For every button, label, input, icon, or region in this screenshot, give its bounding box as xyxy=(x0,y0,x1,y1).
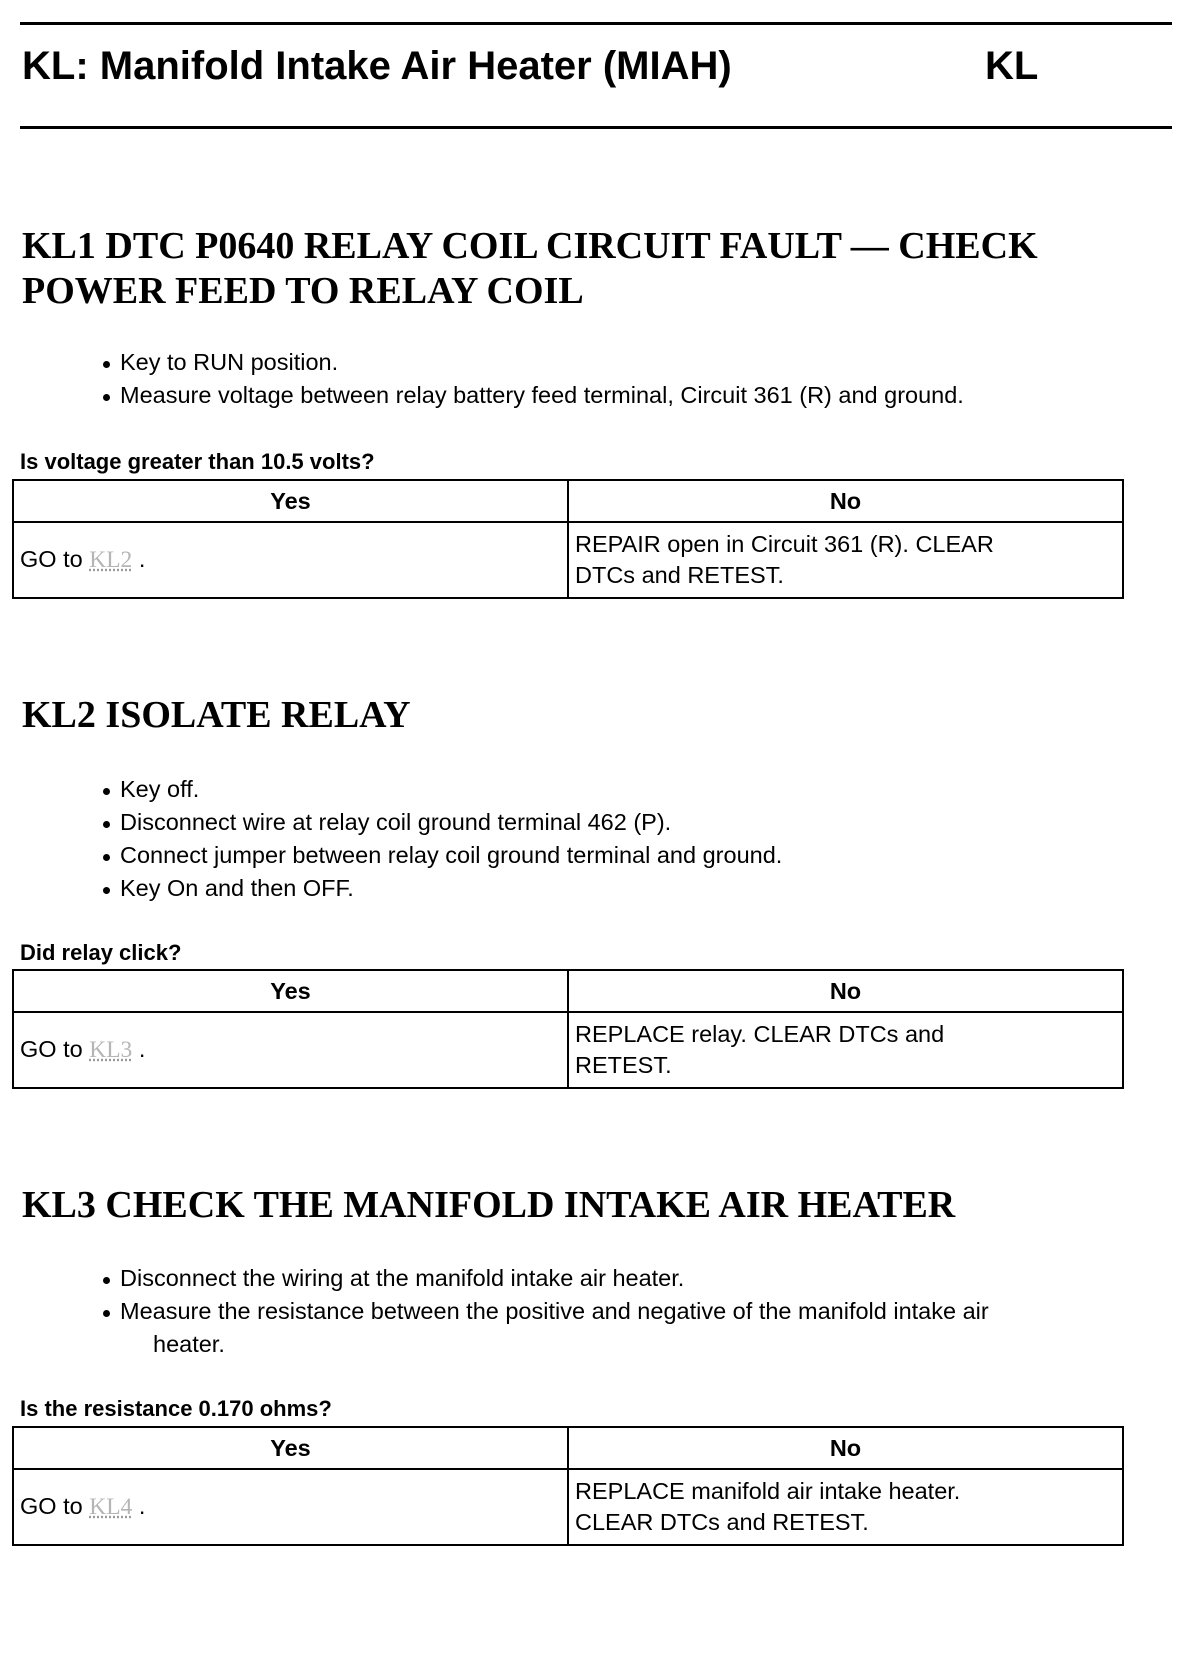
no-action-line2: CLEAR DTCs and RETEST. xyxy=(575,1509,869,1535)
no-action-line2: RETEST. xyxy=(575,1052,672,1078)
goto-suffix: . xyxy=(138,546,146,572)
yes-action xyxy=(13,1469,568,1545)
step-kl2-question: Did relay click? xyxy=(20,940,182,965)
yes-action xyxy=(13,522,568,598)
no-header: No xyxy=(568,1427,1123,1469)
step-kl1-result-table xyxy=(12,479,1124,599)
no-action-line2: DTCs and RETEST. xyxy=(575,562,784,588)
instruction-item: Measure voltage between relay battery feed terminal, Circuit 361 (R) and ground. xyxy=(100,379,1160,412)
no-action-line1: REPLACE manifold air intake heater. xyxy=(575,1478,961,1504)
step-kl3-instructions xyxy=(100,1262,1160,1361)
step-kl3-result-table xyxy=(12,1426,1124,1546)
goto-label: GO to xyxy=(20,1493,83,1519)
no-action xyxy=(568,522,1123,598)
yes-action xyxy=(13,1012,568,1088)
step-kl1-heading-line1: KL1 DTC P0640 RELAY COIL CIRCUIT FAULT — CHECK xyxy=(22,225,1038,267)
no-action xyxy=(568,1469,1123,1545)
top-rule xyxy=(20,22,1172,25)
instruction-continuation: heater. xyxy=(153,1331,225,1357)
step-kl3-heading-line1: KL3 CHECK THE MANIFOLD INTAKE AIR HEATER xyxy=(22,1184,956,1226)
instruction-line: Measure the resistance between the positive and negative of the manifold intake air xyxy=(120,1298,989,1324)
step-kl2-heading-line1: KL2 ISOLATE RELAY xyxy=(22,694,411,736)
instruction-item xyxy=(100,1295,1160,1361)
no-action xyxy=(568,1012,1123,1088)
yes-header: Yes xyxy=(13,1427,568,1469)
step-kl1-instructions xyxy=(100,346,1160,412)
instruction-item: Key On and then OFF. xyxy=(100,872,1160,905)
goto-suffix: . xyxy=(138,1036,146,1062)
step-kl2-result-table xyxy=(12,969,1124,1089)
step-kl2-instructions xyxy=(100,773,1160,905)
step-kl1-question: Is voltage greater than 10.5 volts? xyxy=(20,449,375,474)
instruction-item: Key to RUN position. xyxy=(100,346,1160,379)
step-kl3-question: Is the resistance 0.170 ohms? xyxy=(20,1396,332,1421)
step-kl1-heading-line2: POWER FEED TO RELAY COIL xyxy=(22,270,584,312)
no-action-line1: REPAIR open in Circuit 361 (R). CLEAR xyxy=(575,531,994,557)
step-kl3-heading xyxy=(22,1183,1152,1228)
goto-label: GO to xyxy=(20,1036,83,1062)
section-code: KL xyxy=(985,44,1039,88)
goto-kl4-link[interactable]: KL4 xyxy=(89,1494,133,1520)
yes-header: Yes xyxy=(13,480,568,522)
step-kl2-heading xyxy=(22,693,1152,738)
goto-kl3-link[interactable]: KL3 xyxy=(89,1037,133,1063)
instruction-item: Key off. xyxy=(100,773,1160,806)
goto-kl2-link[interactable]: KL2 xyxy=(89,547,133,573)
step-kl1-heading xyxy=(22,224,1152,314)
instruction-item: Disconnect the wiring at the manifold intake air heater. xyxy=(100,1262,1160,1295)
no-header: No xyxy=(568,970,1123,1012)
instruction-item: Disconnect wire at relay coil ground terminal 462 (P). xyxy=(100,806,1160,839)
yes-header: Yes xyxy=(13,970,568,1012)
bottom-rule xyxy=(20,126,1172,129)
page-title: KL: Manifold Intake Air Heater (MIAH) xyxy=(22,44,732,88)
goto-label: GO to xyxy=(20,546,83,572)
goto-suffix: . xyxy=(138,1493,146,1519)
no-action-line1: REPLACE relay. CLEAR DTCs and xyxy=(575,1021,945,1047)
no-header: No xyxy=(568,480,1123,522)
instruction-item: Connect jumper between relay coil ground terminal and ground. xyxy=(100,839,1160,872)
